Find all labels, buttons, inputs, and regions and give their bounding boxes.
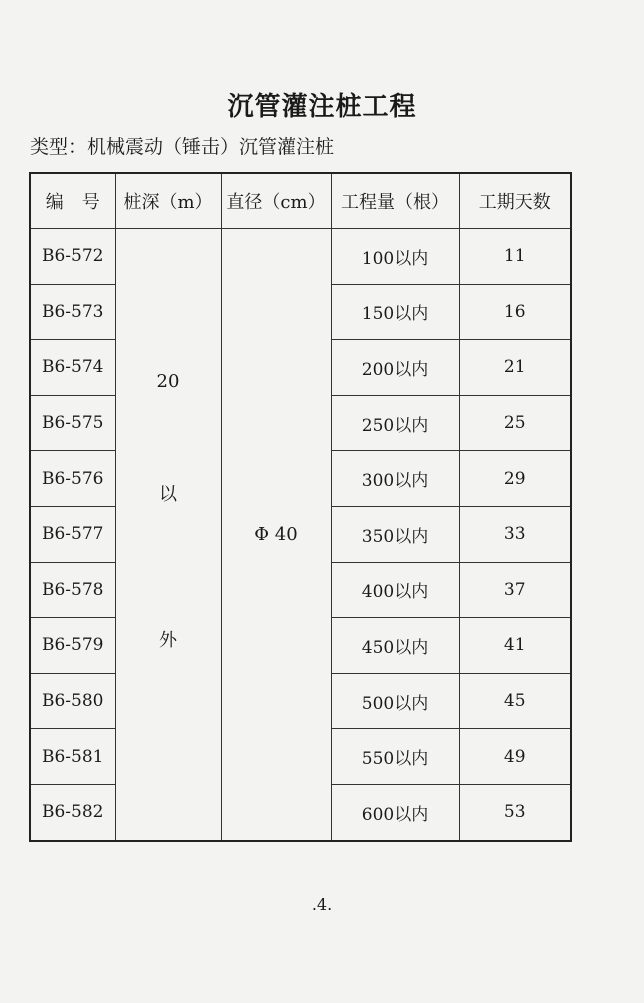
cell-quantity: 600以内 — [331, 784, 459, 840]
cell-code: B6-581 — [30, 729, 115, 785]
depth-stack — [116, 371, 221, 652]
header-quantity: 工程量（根） — [331, 173, 459, 229]
cell-code: B6-572 — [30, 229, 115, 285]
cell-code: B6-578 — [30, 562, 115, 618]
cell-days: 41 — [459, 618, 571, 674]
cell-code: B6-577 — [30, 506, 115, 562]
cell-quantity: 100以内 — [331, 229, 459, 285]
cell-quantity: 350以内 — [331, 506, 459, 562]
cell-quantity: 450以内 — [331, 618, 459, 674]
cell-days: 33 — [459, 506, 571, 562]
construction-period-table — [29, 172, 572, 842]
cell-code: B6-579 — [30, 618, 115, 674]
header-depth: 桩深（m） — [115, 173, 221, 229]
cell-quantity: 200以内 — [331, 340, 459, 396]
table-row — [30, 229, 571, 285]
cell-quantity: 250以内 — [331, 395, 459, 451]
cell-quantity: 150以内 — [331, 284, 459, 340]
cell-days: 16 — [459, 284, 571, 340]
header-diameter: 直径（cm） — [221, 173, 331, 229]
cell-days: 21 — [459, 340, 571, 396]
table-body — [30, 229, 571, 841]
depth-text-line: 以 — [159, 484, 177, 505]
cell-days: 11 — [459, 229, 571, 285]
cell-code: B6-582 — [30, 784, 115, 840]
cell-code: B6-575 — [30, 395, 115, 451]
page-number: .4. — [311, 895, 333, 914]
cell-code: B6-573 — [30, 284, 115, 340]
cell-days: 25 — [459, 395, 571, 451]
cell-depth-merged — [115, 229, 221, 841]
cell-days: 29 — [459, 451, 571, 507]
page-title: 沉管灌注桩工程 — [227, 92, 417, 122]
subtitle: 类型：机械震动（锤击）沉管灌注桩 — [30, 136, 335, 158]
cell-quantity: 400以内 — [331, 562, 459, 618]
cell-quantity: 550以内 — [331, 729, 459, 785]
depth-text-line: 20 — [156, 371, 180, 392]
cell-days: 49 — [459, 729, 571, 785]
cell-quantity: 500以内 — [331, 673, 459, 729]
header-days: 工期天数 — [459, 173, 571, 229]
table-header-row — [30, 173, 571, 229]
cell-code: B6-576 — [30, 451, 115, 507]
depth-text-line: 外 — [159, 630, 177, 651]
cell-diameter-merged: Φ 40 — [221, 229, 331, 841]
header-code: 编 号 — [30, 173, 115, 229]
cell-days: 37 — [459, 562, 571, 618]
cell-code: B6-580 — [30, 673, 115, 729]
cell-days: 53 — [459, 784, 571, 840]
cell-days: 45 — [459, 673, 571, 729]
cell-quantity: 300以内 — [331, 451, 459, 507]
cell-code: B6-574 — [30, 340, 115, 396]
